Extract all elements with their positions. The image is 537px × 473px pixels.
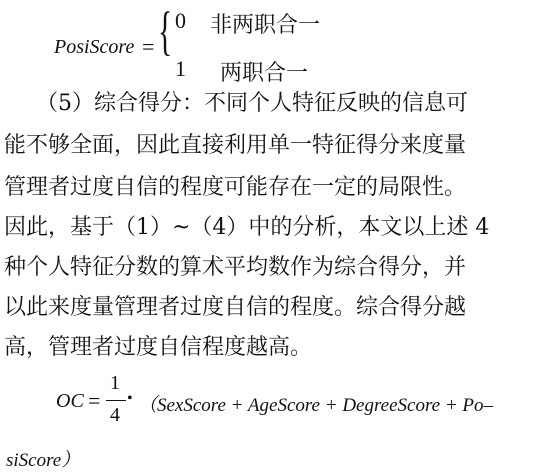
one-quarter-fraction xyxy=(106,370,126,434)
fraction-denominator: 4 xyxy=(110,404,120,426)
fraction-bar xyxy=(106,400,126,401)
case-0-condition: 非两职合一 xyxy=(210,13,321,38)
paragraph-line: 种个人特征分数的算术平均数作为综合得分，并 xyxy=(4,255,467,280)
left-brace-icon: { xyxy=(158,1,173,61)
paragraph-line: 能不够全面，因此直接利用单一特征得分来度量 xyxy=(4,133,467,158)
paragraph-line: 高，管理者过度自信程度越高。 xyxy=(4,335,313,360)
case-1-condition: 两职合一 xyxy=(220,61,309,86)
posi-score-lhs: PosiScore xyxy=(54,36,135,58)
oc-sum-expression: （SexScore + AgeScore + DegreeScore + Po– xyxy=(138,395,494,416)
oc-equals: = xyxy=(88,388,101,413)
paragraph-line: 以此来度量管理者过度自信的程度。综合得分越 xyxy=(4,295,467,320)
posi-score-equals: = xyxy=(142,34,155,59)
oc-lhs: OC xyxy=(56,390,84,412)
fraction-numerator: 1 xyxy=(110,372,120,394)
paragraph-line: 管理者过度自信的程度可能存在一定的局限性。 xyxy=(4,175,467,200)
case-1-value: 1 xyxy=(175,56,186,81)
paragraph-line: （5）综合得分：不同个人特征反映的信息可 xyxy=(36,91,468,116)
oc-sum-continuation: siScore） xyxy=(6,450,81,471)
multiplication-dot: • xyxy=(127,390,133,407)
paragraph-line: 因此，基于（1）~（4）中的分析，本文以上述 4 xyxy=(4,215,490,240)
case-0-value: 0 xyxy=(175,8,186,33)
